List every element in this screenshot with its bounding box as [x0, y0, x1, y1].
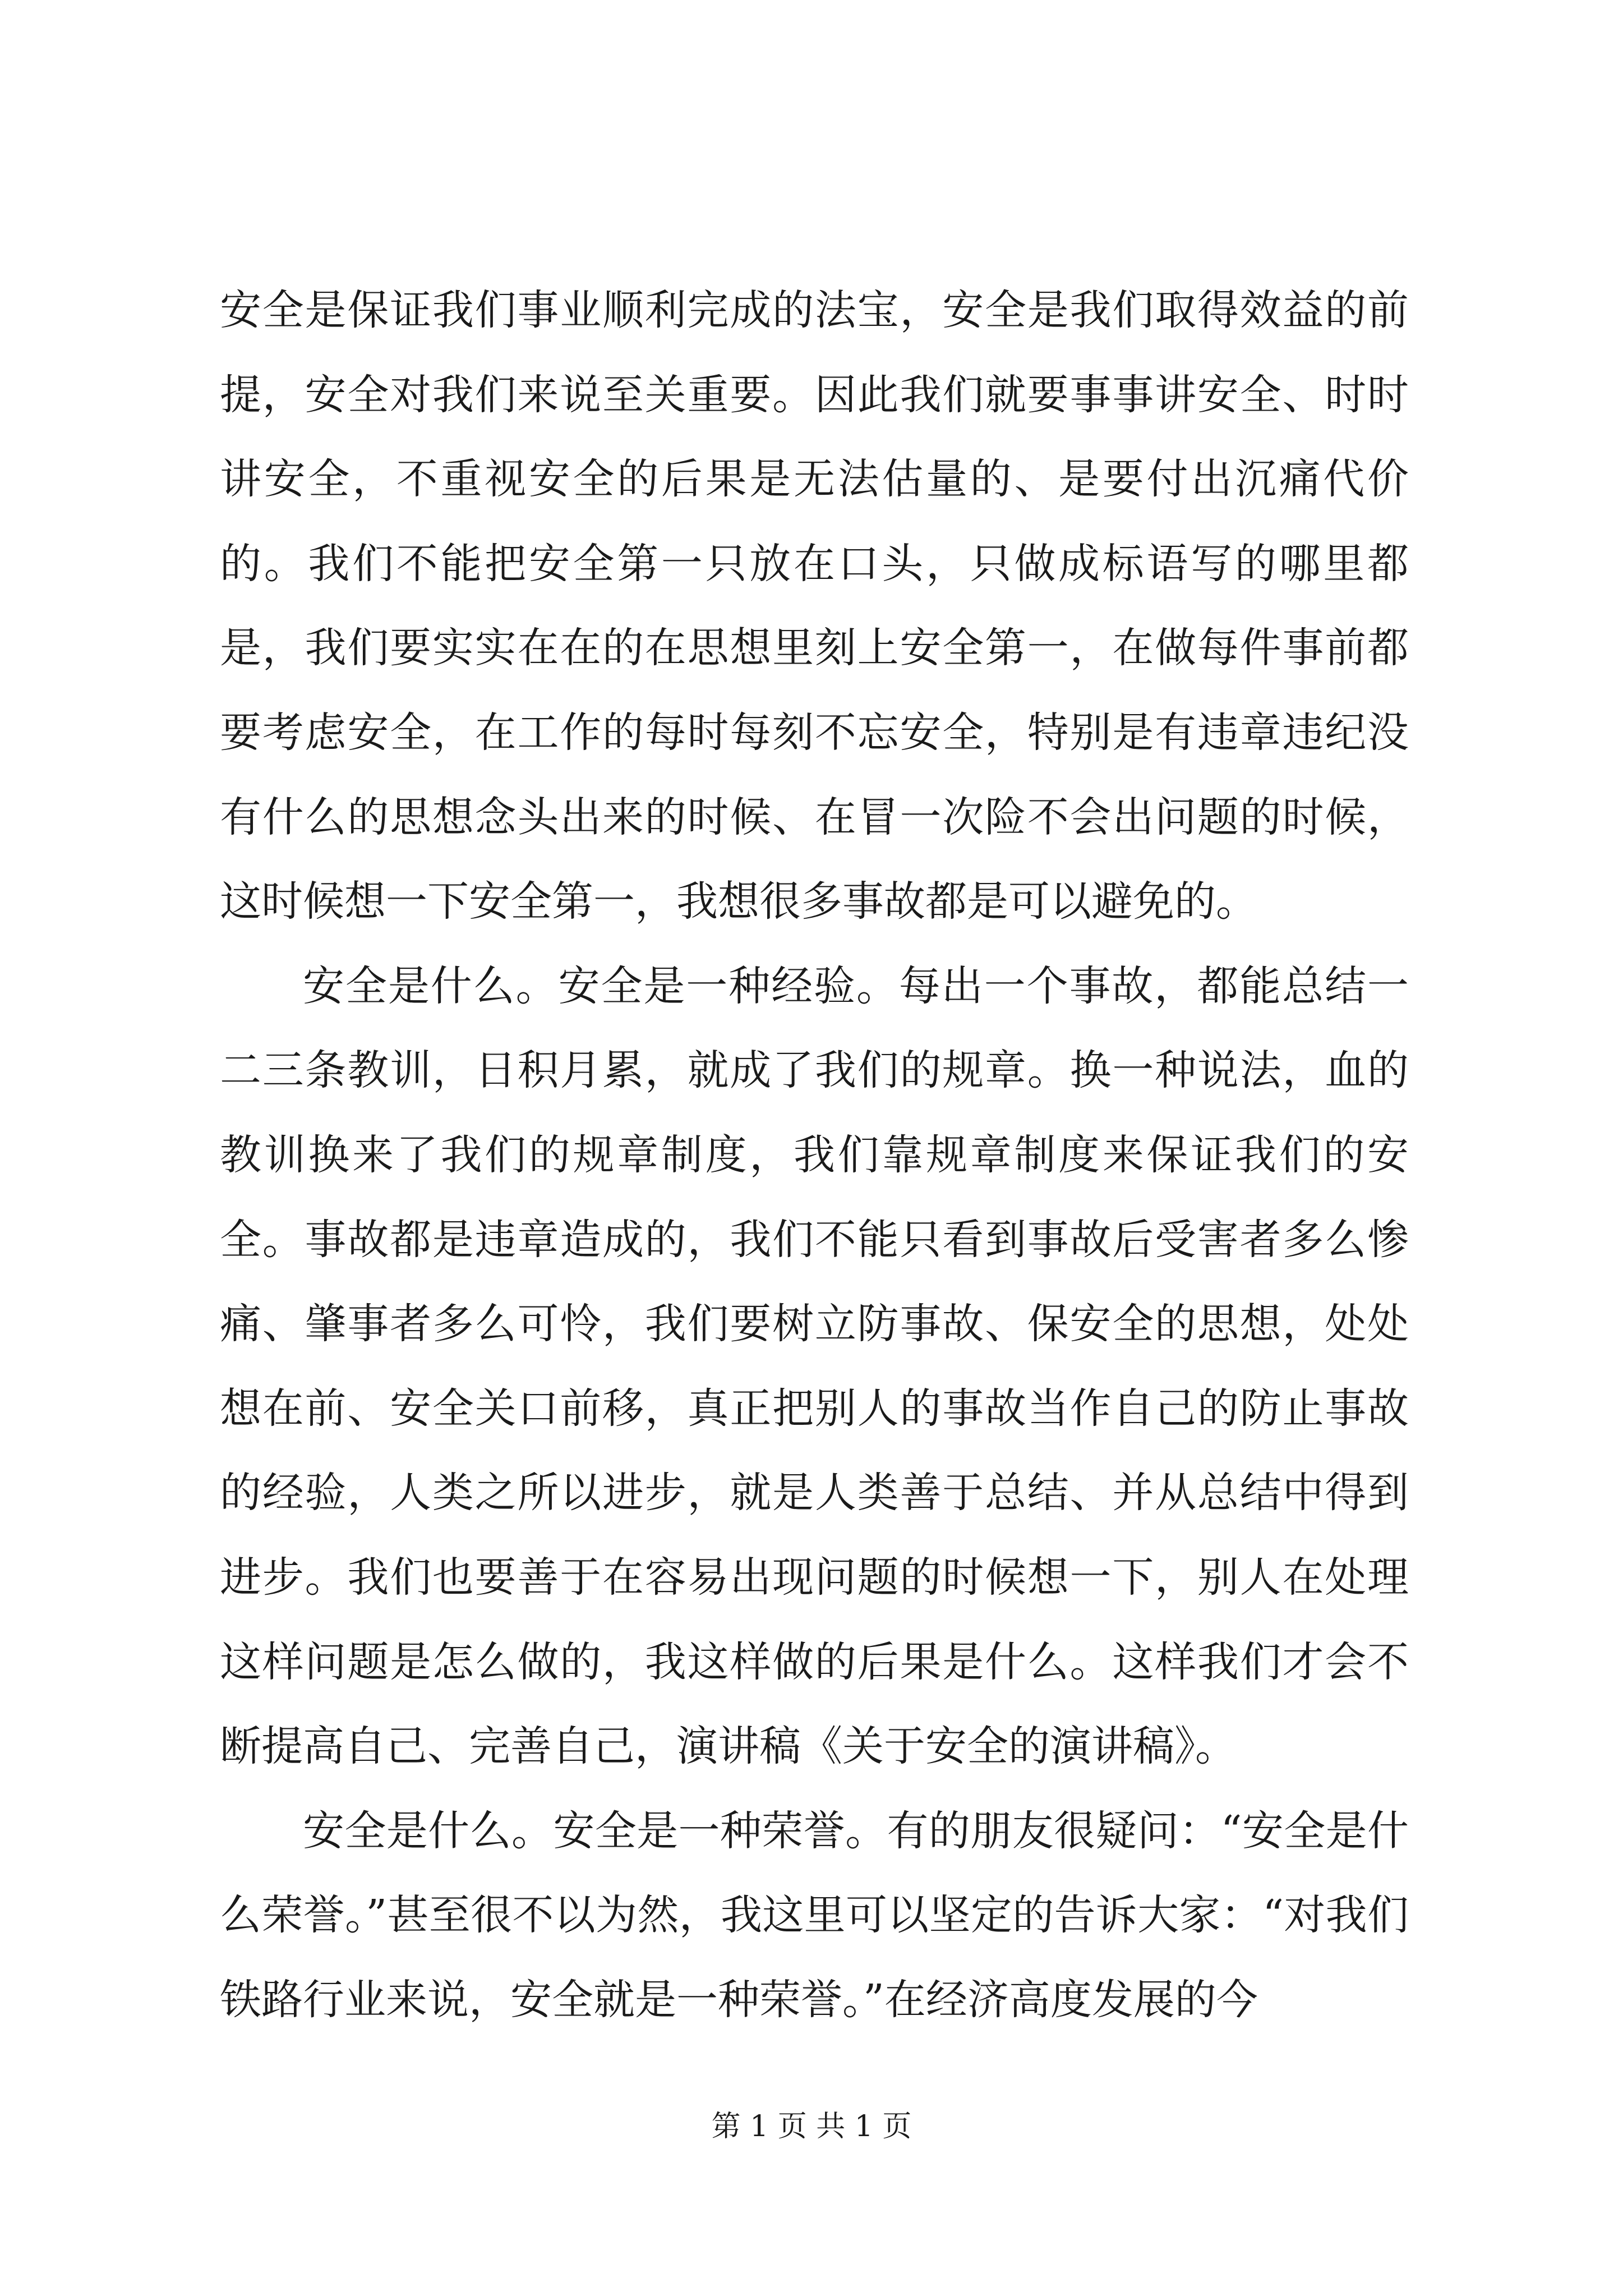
paragraph-1: 安全是保证我们事业顺利完成的法宝，安全是我们取得效益的前提，安全对我们来说至关重要。因此我们就要事事讲安全、时时讲安全，不重视安全的后果是无法估量的、是要付出沉痛代价的。我们不能把安全第一只放在口头，只做成标语写的哪里都是，我们要实实在在的在思想里刻上安全第一，在做每件事前都要考虑安全，在工作的每时每刻不忘安全，特别是有违章违纪没有什么的思想念头出来的时候、在冒一次险不会出问题的时候，这时候想一下安全第一，我想很多事故都是可以避免的。: [220, 286, 1409, 926]
paragraph-3: 安全是什么。安全是一种荣誉。有的朋友很疑问：“安全是什么荣誉。”甚至很不以为然，我这里可以坚定的告诉大家：“对我们铁路行业来说，安全就是一种荣誉。”在经济高度发展的今: [220, 1806, 1409, 2024]
page-footer: 第 1 页 共 1 页: [711, 2110, 912, 2143]
paragraph-2: 安全是什么。安全是一种经验。每出一个事故，都能总结一二三条教训，日积月累，就成了我们的规章。换一种说法，血的教训换来了我们的规章制度，我们靠规章制度来保证我们的安全。事故都是违章造成的，我们不能只看到事故后受害者多么惨痛、肇事者多么可怜，我们要树立防事故、保安全的思想，处处想在前、安全关口前移，真正把别人的事故当作自己的防止事故的经验，人类之所以进步，就是人类善于总结、并从总结中得到进步。我们也要善于在容易出现问题的时候想一下，别人在处理这样问题是怎么做的，我这样做的后果是什么。这样我们才会不断提高自己、完善自己，演讲稿《关于安全的演讲稿》。: [220, 961, 1409, 1771]
document-body: [220, 268, 1409, 2042]
